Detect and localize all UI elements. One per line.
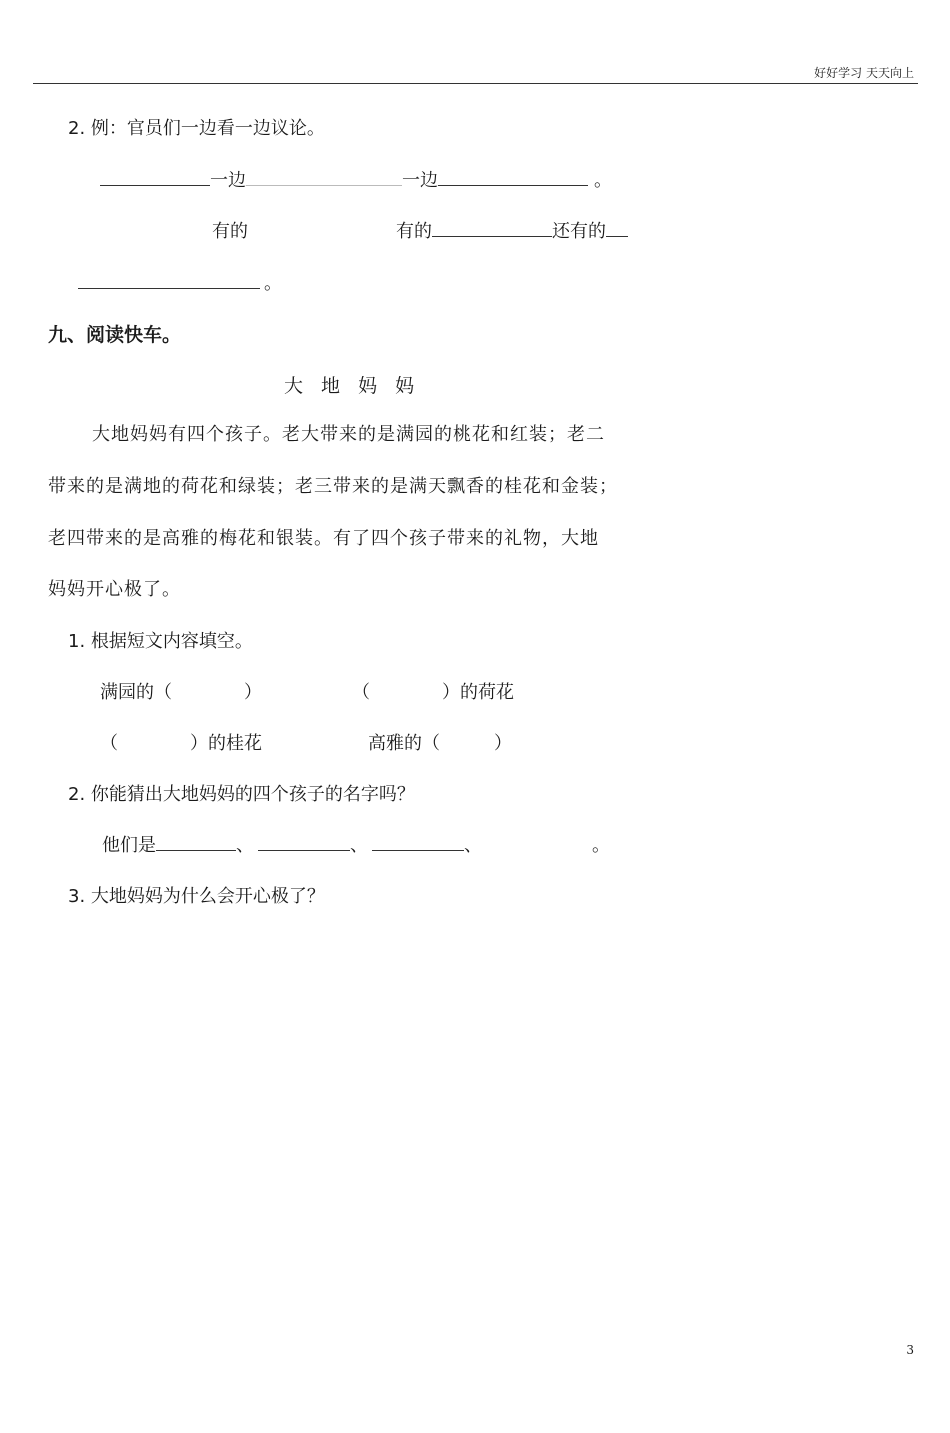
period-mark: 。 [264,273,282,294]
section-heading: 九、阅读快车。 [48,324,182,346]
fill-item[interactable]: （ ）的桂花 [100,733,262,754]
period-mark: 。 [594,170,612,191]
q2-example: 2. 例：官员们一边看一边议论。 [68,118,325,139]
q2-yibian-row [100,166,612,192]
fill-item[interactable]: （ ）的荷花 [352,682,514,703]
haiyoude-label: 还有的 [552,221,606,242]
header-divider [33,83,918,84]
separator: 、 [350,835,368,856]
header-motto: 好好学习 天天向上 [814,66,914,80]
question-1: 1. 根据短文内容填空。 [68,631,253,652]
answer-prefix: 他们是 [102,835,156,856]
blank-field[interactable] [78,270,260,289]
q2-youde-row [396,217,628,243]
passage-line: 带来的是满地的荷花和绿装；老三带来的是满天飘香的桂花和金装； [48,476,618,497]
passage-line: 妈妈开心极了。 [48,579,181,600]
answer-end: 。 [592,835,610,856]
fill-item[interactable]: 满园的（ ） [100,682,262,703]
separator: 、 [464,835,482,856]
passage-title: 大 地 妈 妈 [284,375,421,397]
blank-field[interactable] [606,218,628,237]
youde-label-1: 有的 [212,221,248,242]
yibian-label-2: 一边 [402,170,438,191]
page-number: 3 [906,1343,914,1357]
blank-field[interactable] [258,832,350,851]
answer-row [102,831,610,857]
yibian-label-1: 一边 [210,170,246,191]
blank-field[interactable] [372,832,464,851]
q2-last-row [78,269,282,295]
passage-line: 老四带来的是高雅的梅花和银装。有了四个孩子带来的礼物，大地 [48,528,599,549]
passage-line: 大地妈妈有四个孩子。老大带来的是满园的桃花和红装；老二 [92,424,605,445]
fill-item[interactable]: 高雅的（ ） [368,733,512,754]
blank-field[interactable] [246,167,402,186]
blank-field[interactable] [432,218,552,237]
question-3: 3. 大地妈妈为什么会开心极了？ [68,886,325,907]
question-2: 2. 你能猜出大地妈妈的四个孩子的名字吗？ [68,784,415,805]
separator: 、 [236,835,254,856]
youde-label-2: 有的 [396,221,432,242]
blank-field[interactable] [156,832,236,851]
blank-field[interactable] [438,167,588,186]
blank-field[interactable] [100,167,210,186]
